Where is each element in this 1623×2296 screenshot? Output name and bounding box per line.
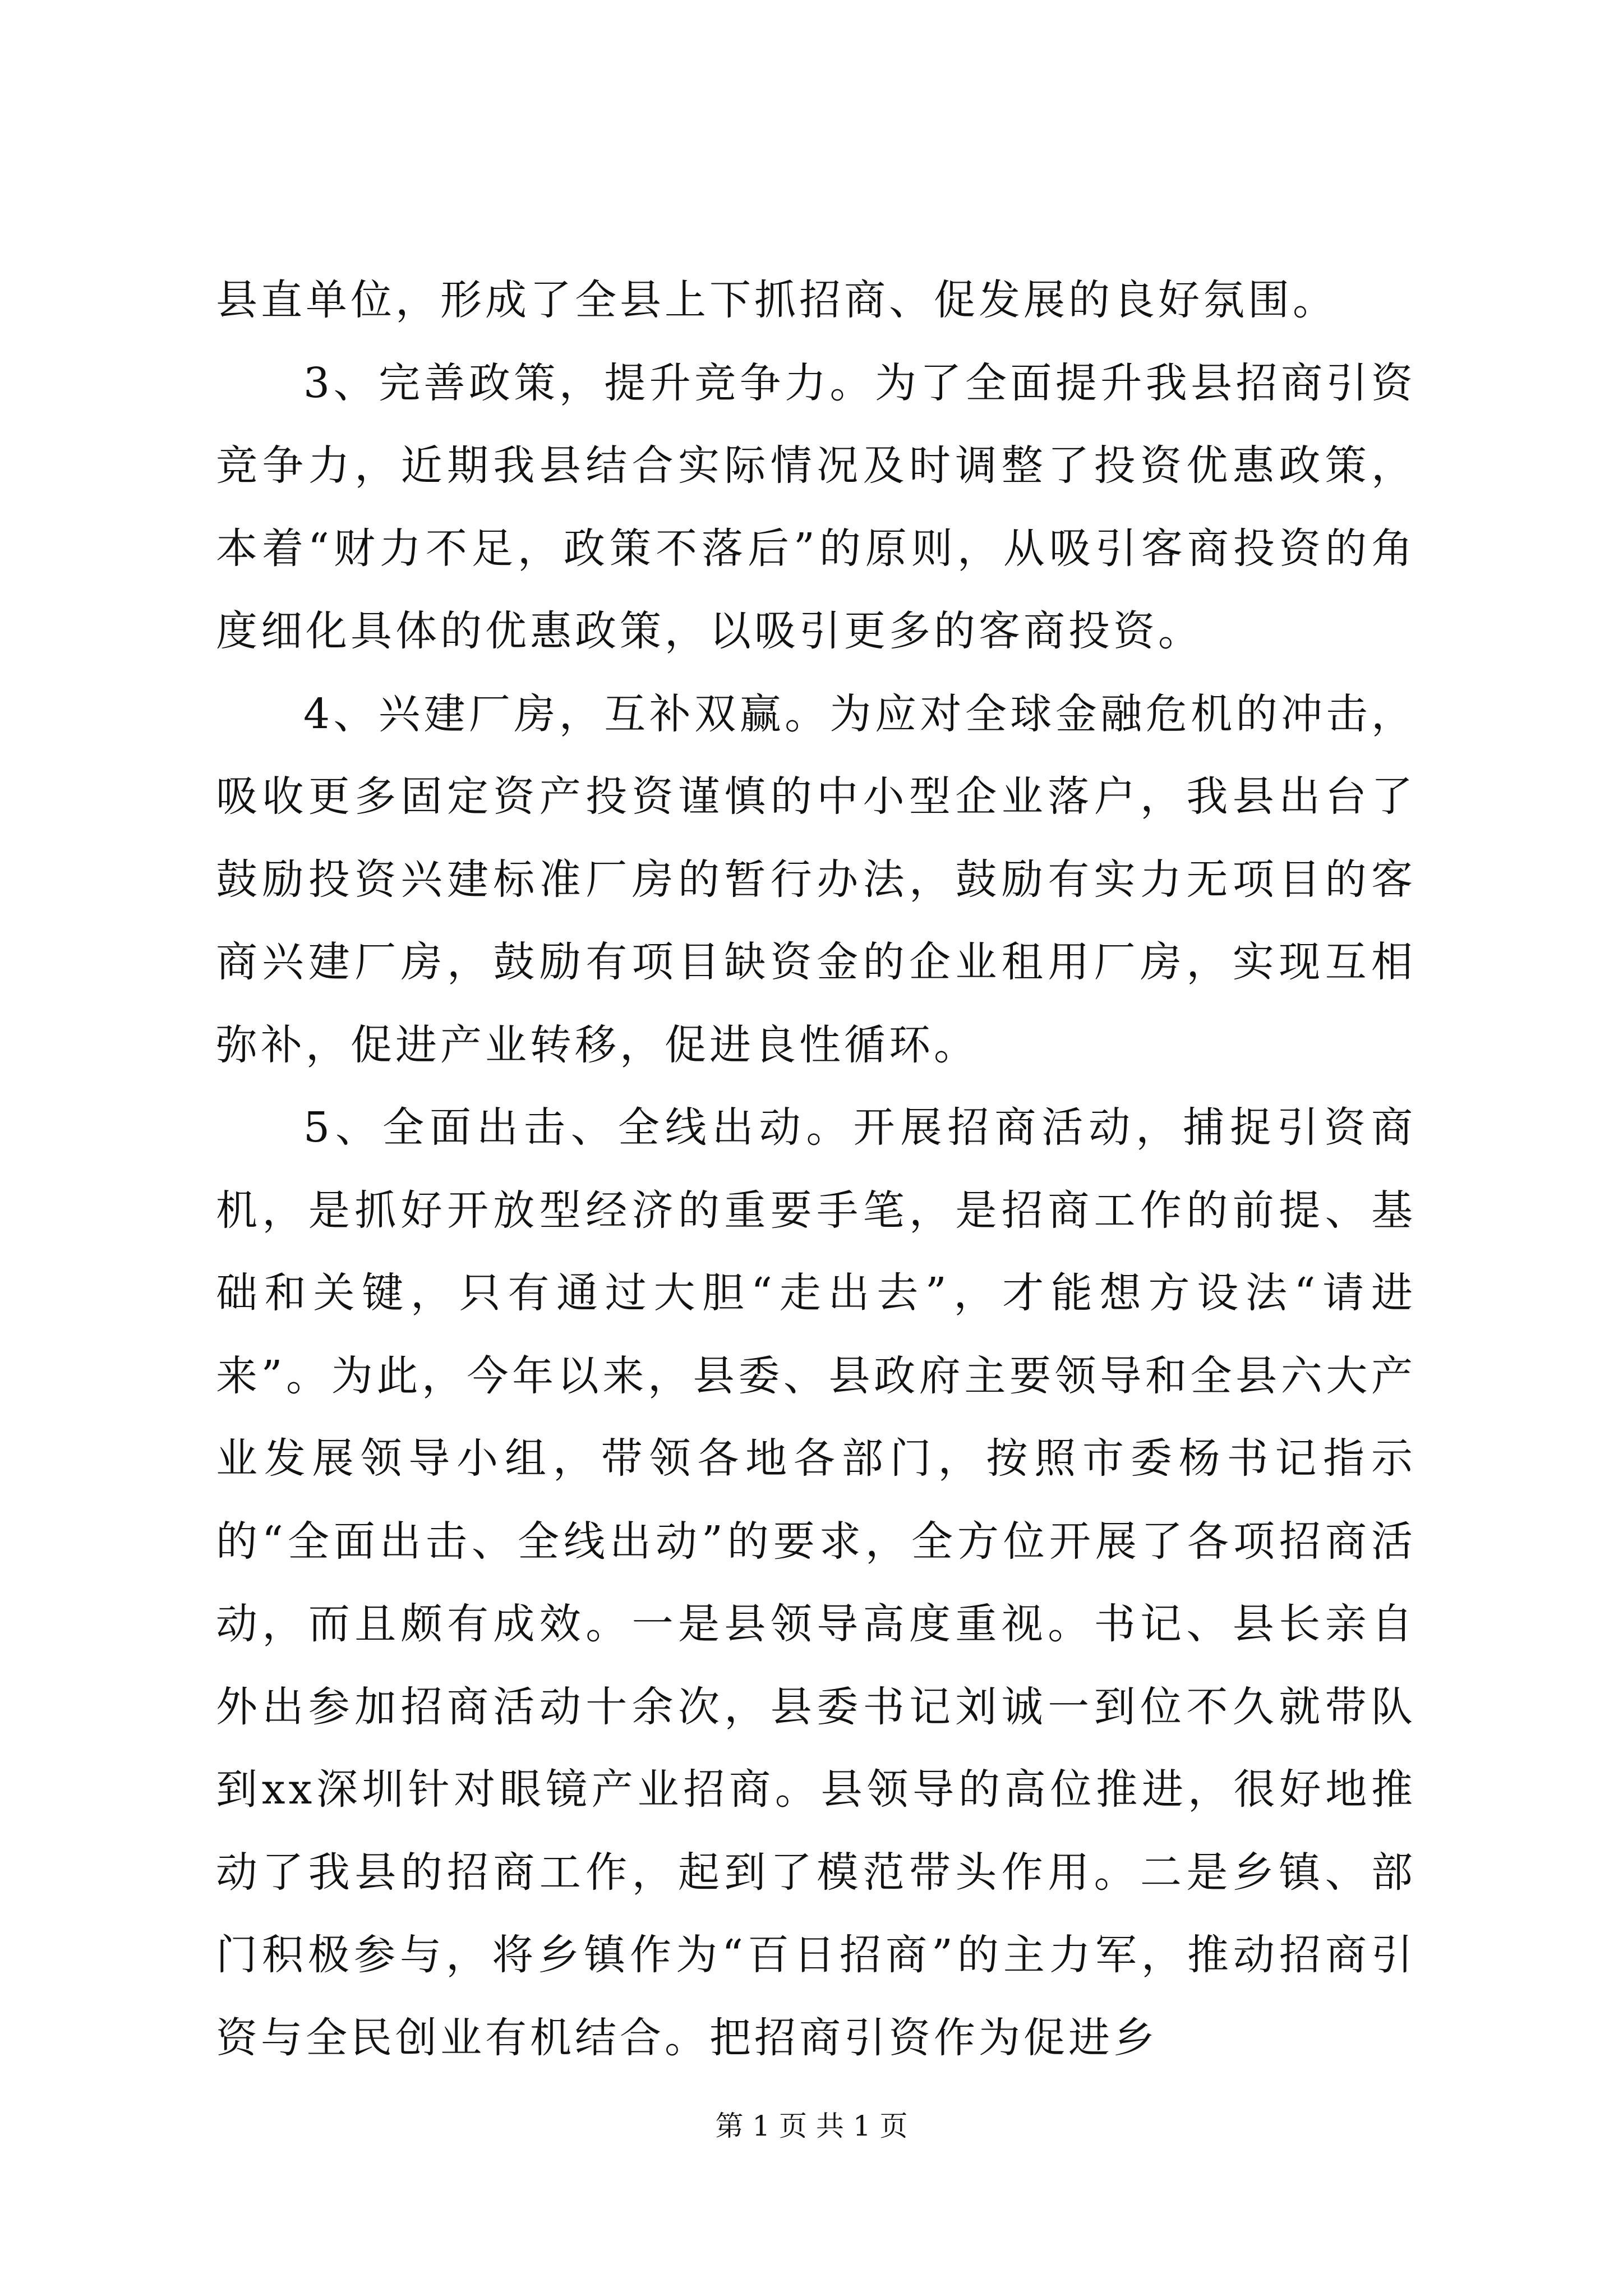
document-body: [216, 259, 1416, 2079]
paragraph-4: 5、全面出击、全线出动。开展招商活动，捕捉引资商机，是抓好开放型经济的重要手笔，是招商工作的前提、基础和关键，只有通过大胆“走出去”，才能想方设法“请进来”。为此，今年以来，县委、县政府主要领导和全县六大产业发展领导小组，带领各地各部门，按照市委杨书记指示的“全面出击、全线出动”的要求，全方位开展了各项招商活动，而且颇有成效。一是县领导高度重视。书记、县长亲自外出参加招商活动十余次，县委书记刘诚一到位不久就带队到xx深圳针对眼镜产业招商。县领导的高位推进，很好地推动了我县的招商工作，起到了模范带头作用。二是乡镇、部门积极参与，将乡镇作为“百日招商”的主力军，推动招商引资与全民创业有机结合。把招商引资作为促进乡: [216, 1103, 1416, 2062]
paragraph-1: 县直单位，形成了全县上下抓招商、促发展的良好氛围。: [216, 276, 1338, 324]
paragraph-2: 3、完善政策，提升竞争力。为了全面提升我县招商引资竞争力，近期我县结合实际情况及时调整了投资优惠政策，本着“财力不足，政策不落后”的原则，从吸引客商投资的角度细化具体的优惠政策，以吸引更多的客商投资。: [216, 358, 1416, 655]
paragraph-3: 4、兴建厂房，互补双赢。为应对全球金融危机的冲击，吸收更多固定资产投资谨慎的中小型企业落户，我县出台了鼓励投资兴建标准厂房的暂行办法，鼓励有实力无项目的客商兴建厂房，鼓励有项目缺资金的企业租用厂房，实现互相弥补，促进产业转移，促进良性循环。: [216, 689, 1416, 1069]
page-footer: 第 1 页 共 1 页: [715, 2110, 908, 2142]
